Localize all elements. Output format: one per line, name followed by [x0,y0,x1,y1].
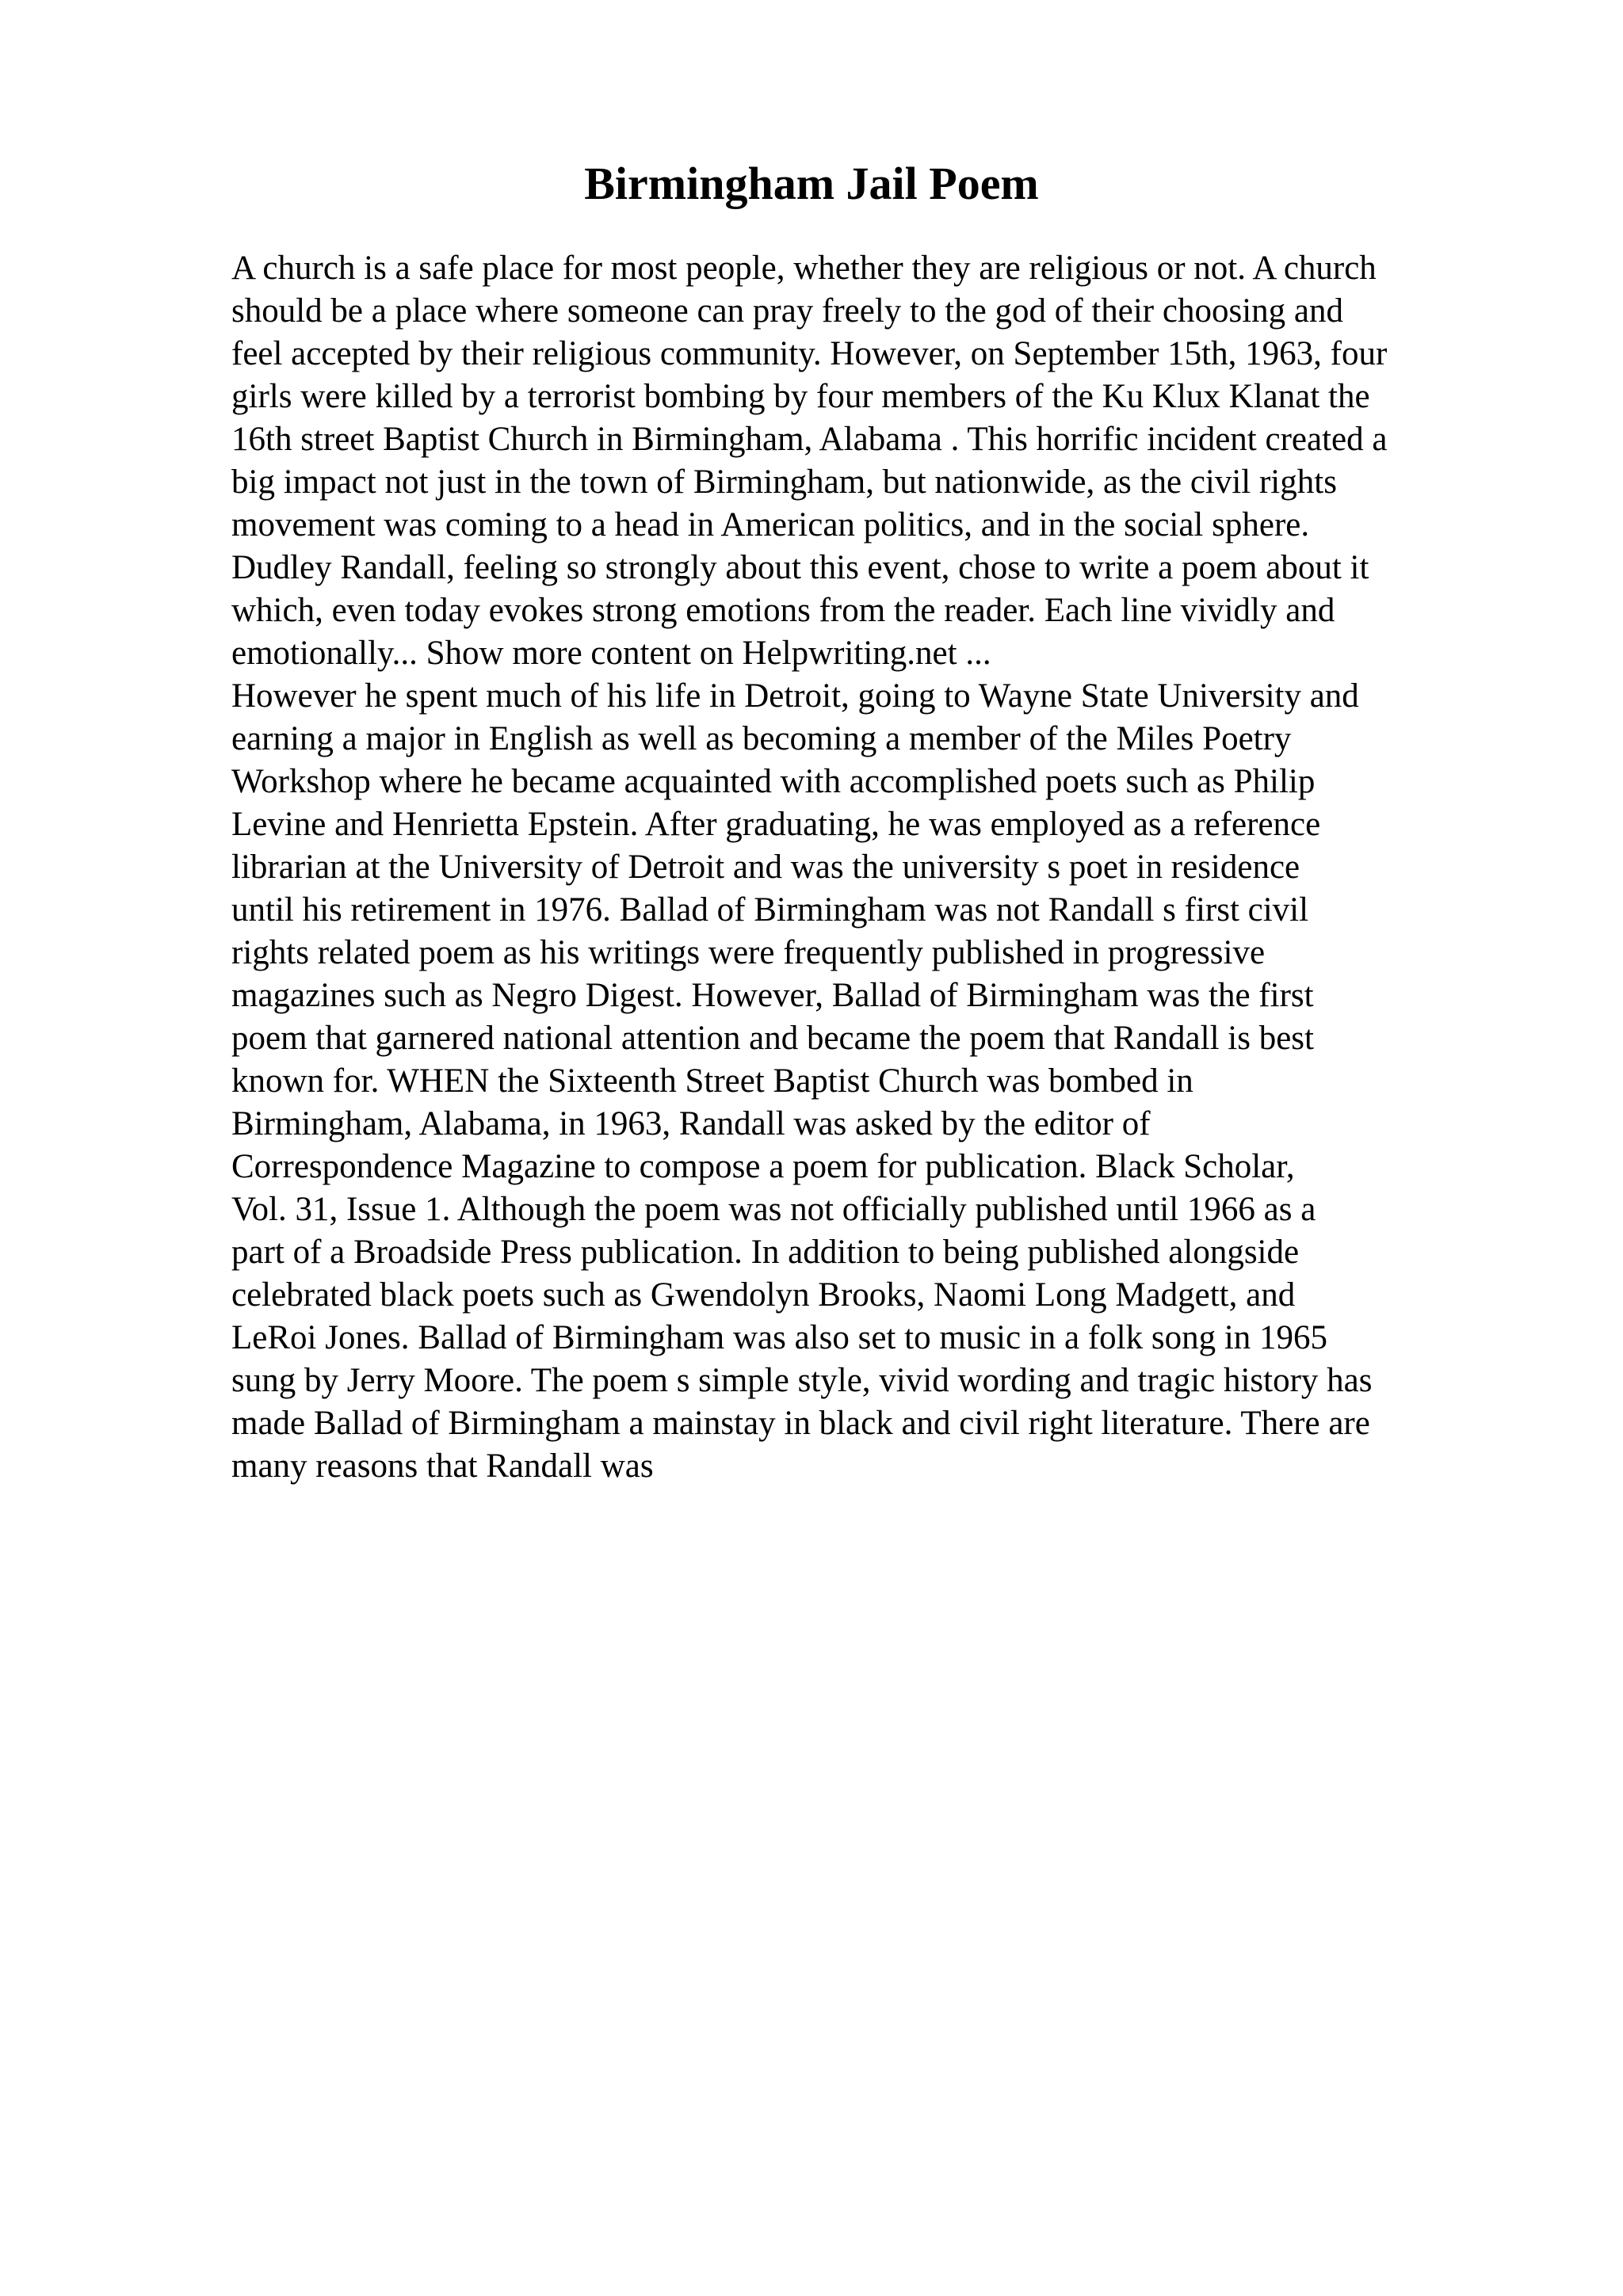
page-title: Birmingham Jail Poem [584,158,1039,209]
text-line: However he spent much of his life in Detroit, going to Wayne State University and [231,677,1359,715]
text-line: big impact not just in the town of Birmingham, but nationwide, as the civil rights [231,463,1337,501]
text-line: Vol. 31, Issue 1. Although the poem was not officially published until 1966 as a [231,1191,1316,1228]
text-line: known for. WHEN the Sixteenth Street Baptist Church was bombed in [231,1062,1193,1100]
text-line: part of a Broadside Press publication. In addition to being published alongside [231,1234,1300,1271]
text-line: celebrated black poets such as Gwendolyn Brooks, Naomi Long Madgett, and [231,1276,1296,1314]
text-line: librarian at the University of Detroit and was the university s poet in residence [231,849,1300,886]
text-line: which, even today evokes strong emotions from the reader. Each line vividly and [231,592,1335,629]
text-line: girls were killed by a terrorist bombing by four members of the Ku Klux Klanat the [231,378,1370,415]
text-line: Dudley Randall, feeling so strongly about this event, chose to write a poem about it [231,549,1369,586]
text-line: earning a major in English as well as becoming a member of the Miles Poetry [231,720,1292,757]
text-line: many reasons that Randall was [231,1447,654,1485]
text-line: magazines such as Negro Digest. However, Ballad of Birmingham was the first [231,977,1314,1014]
text-line: should be a place where someone can pray freely to the god of their choosing and [231,292,1343,330]
text-line: poem that garnered national attention and became the poem that Randall is best [231,1020,1314,1057]
text-line: Birmingham, Alabama, in 1963, Randall was asked by the editor of [231,1105,1151,1142]
text-line: Workshop where he became acquainted with accomplished poets such as Philip [231,763,1316,800]
text-line: until his retirement in 1976. Ballad of Birmingham was not Randall s first civil [231,891,1309,929]
text-line: sung by Jerry Moore. The poem s simple style, vivid wording and tragic history has [231,1362,1373,1399]
text-line: Levine and Henrietta Epstein. After graduating, he was employed as a reference [231,806,1321,843]
text-line: Correspondence Magazine to compose a poem for publication. Black Scholar, [231,1148,1295,1185]
text-line: emotionally... Show more content on Helpwriting.net ... [231,635,991,672]
text-line: LeRoi Jones. Ballad of Birmingham was also set to music in a folk song in 1965 [231,1319,1328,1356]
body-text [231,247,1594,1488]
text-line: made Ballad of Birmingham a mainstay in black and civil right literature. There are [231,1405,1370,1442]
text-line: feel accepted by their religious community. However, on September 15th, 1963, four [231,335,1388,372]
text-line: rights related poem as his writings were frequently published in progressive [231,934,1266,971]
text-line: A church is a safe place for most people, whether they are religious or not. A church [231,250,1377,287]
text-line: movement was coming to a head in American politics, and in the social sphere. [231,506,1310,543]
text-line: 16th street Baptist Church in Birmingham, Alabama . This horrific incident created a [231,421,1388,458]
